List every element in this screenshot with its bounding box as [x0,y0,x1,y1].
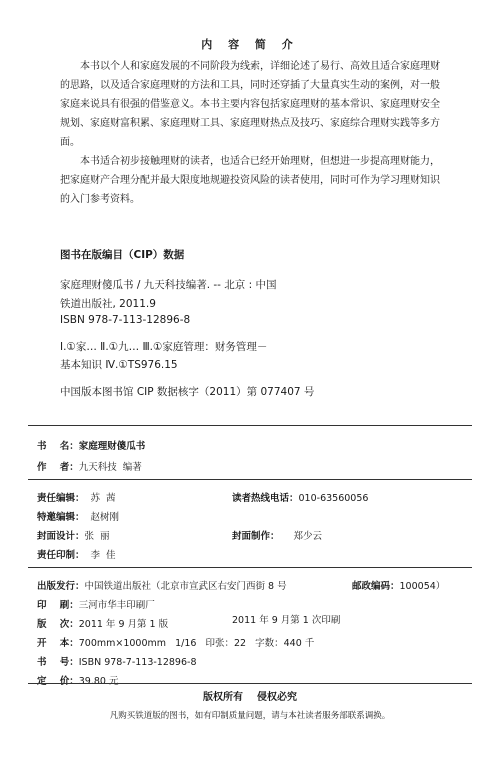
format-value: 700mm×1000mm 1/16 印张：22 字数：440 千 [78,638,315,649]
cip-line: 基本知识 Ⅳ.①TS976.15 [60,359,178,371]
printer-row [37,593,155,612]
format-label: 开 本： [37,638,79,649]
cip-line: 家庭理财傻瓜书 / 九天科技编著. -- 北京 : 中国 [60,279,277,291]
edition-row [37,612,168,631]
hotline-label: 读者热线电话： [232,493,299,504]
book-author-row [37,455,142,474]
special-editor-row [37,505,119,524]
cover-design-row [37,524,110,543]
print-manager-row [37,543,116,562]
publisher-label: 出版发行： [37,581,85,592]
price-value: 39.80 元 [78,676,119,687]
cip-line: Ⅰ.①家… Ⅱ.①九… Ⅲ.①家庭管理：财务管理－ [60,341,268,353]
summary-title: 内 容 简 介 [201,38,299,51]
postcode-label: 邮政编码： [352,581,400,592]
divider [28,567,472,568]
book-title-value: 家庭理财傻瓜书 [78,441,146,452]
publisher-value: 中国铁道出版社（北京市宣武区右安门西街 8 号 [84,581,287,592]
publisher-row [37,574,287,593]
postcode-row [352,574,445,593]
cip-heading: 图书在版编目（CIP）数据 [60,249,185,261]
postcode-value: 100054） [399,581,446,592]
cover-design-value: 张 丽 [84,531,110,542]
printer-value: 三河市华丰印刷厂 [78,600,155,611]
rights-statement: 版权所有 侵权必究 [203,692,297,703]
edition-value: 2011 年 9 月第 1 版 [78,619,169,630]
isbn-row [37,650,197,669]
special-editor-value: 赵树刚 [90,512,120,523]
editor-label: 责任编辑： [37,493,85,504]
cover-make-label: 封面制作： [232,531,280,542]
printer-label: 印 刷： [37,600,79,611]
book-author-value: 九天科技 编著 [78,462,142,473]
isbn-value: ISBN 978-7-113-12896-8 [78,657,197,668]
editor-row [37,486,116,505]
book-title-row [37,434,145,453]
editor-value: 苏 茜 [90,493,116,504]
printing-value: 2011 年 9 月第 1 次印刷 [232,615,341,626]
cip-isbn: ISBN 978-7-113-12896-8 [60,314,191,326]
divider [28,683,472,684]
special-editor-label: 特邀编辑： [37,512,85,523]
hotline-value: 010-63560056 [298,493,369,504]
quality-notice: 凡购买铁道版的图书，如有印制质量问题，请与本社读者服务部联系调换。 [109,711,391,721]
divider [28,479,472,480]
summary-paragraph-2: 本书适合初步接触理财的读者，也适合已经开始理财，但想进一步提高理财能力，把家庭财产合理分配并最大限度地规避投资风险的读者使用，同时可作为学习理财知识的入门参考资料。 [60,156,440,205]
isbn-label: 书 号： [37,657,79,668]
price-row [37,669,118,688]
cover-make-row [232,524,322,543]
edition-label: 版 次： [37,619,79,630]
print-manager-label: 责任印制： [37,550,85,561]
price-label: 定 价： [37,676,79,687]
summary-paragraph-1: 本书以个人和家庭发展的不同阶段为线索，详细论述了易行、高效且适合家庭理财的思路，以及适合家庭理财的方法和工具，同时还穿插了大量真实生动的案例，对一般家庭来说具有很强的借鉴意义。本书主要内容包括家庭理财的基本常识、家庭理财安全规划、家庭财富积累、家庭理财工具、家庭理财热点及技巧、家庭综合理财实践等多方面。 [60,61,440,148]
cover-make-value: 郑少云 [293,531,323,542]
format-row [37,631,314,650]
print-manager-value: 李 佳 [90,550,116,561]
book-author-label: 作 者： [37,462,79,473]
book-title-label: 书 名： [37,441,79,452]
divider [28,425,472,426]
cip-line: 铁道出版社, 2011.9 [60,298,156,310]
cover-design-label: 封面设计： [37,531,85,542]
cip-verify: 中国版本图书馆 CIP 数据核字（2011）第 077407 号 [60,386,315,398]
hotline-row [232,486,368,505]
